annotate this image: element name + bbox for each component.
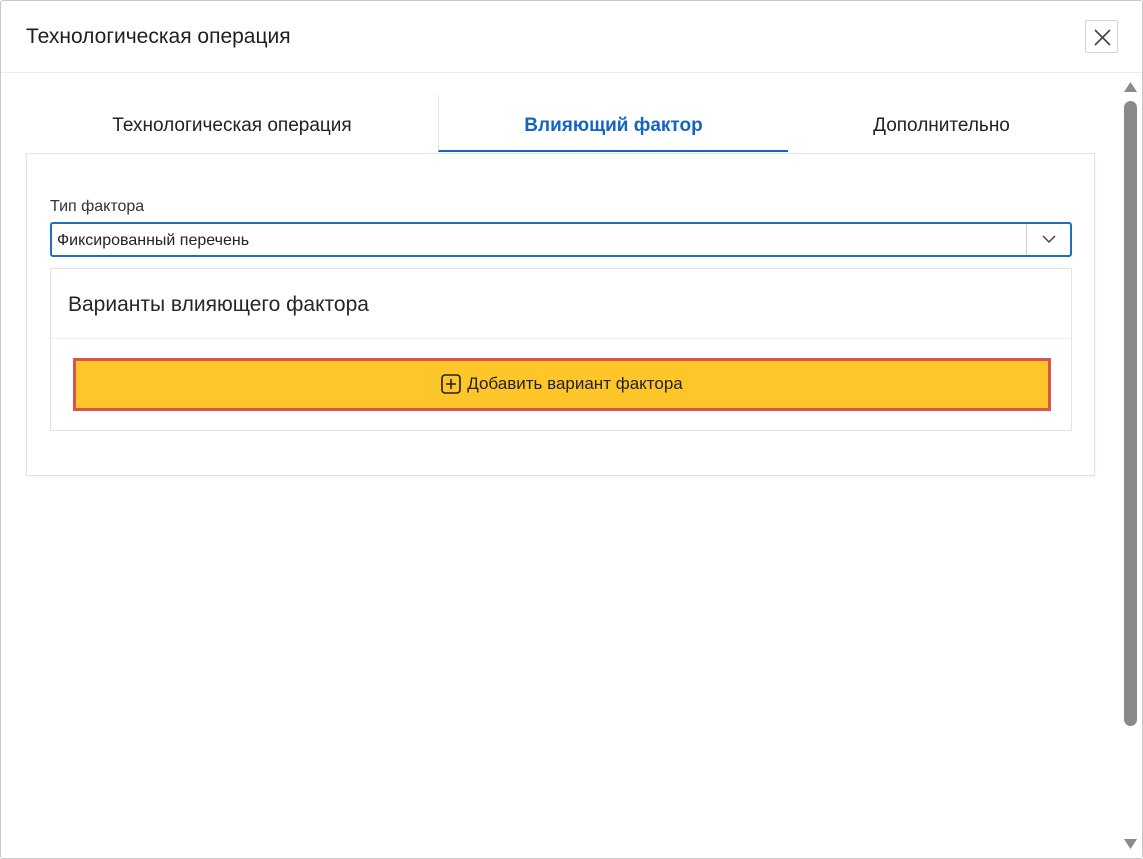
- chevron-down-icon: [1042, 235, 1056, 244]
- factor-type-value: Фиксированный перечень: [57, 232, 250, 249]
- add-factor-variant-button-content: [76, 361, 1048, 408]
- scroll-up-arrow-icon[interactable]: [1123, 81, 1138, 93]
- close-button[interactable]: [1085, 20, 1118, 53]
- close-icon: [1094, 29, 1111, 46]
- vertical-scrollbar[interactable]: [1119, 73, 1142, 858]
- add-factor-variant-button[interactable]: [73, 358, 1051, 411]
- factor-variants-title: Варианты влияющего фактора: [68, 293, 369, 316]
- dialog-content: [1, 73, 1119, 858]
- dialog-title: Технологическая операция: [26, 25, 291, 48]
- tab-bar: [26, 95, 1095, 153]
- tab-influencing-factor[interactable]: Влияющий фактор: [438, 95, 788, 152]
- factor-type-label: Тип фактора: [50, 198, 145, 215]
- tab-additional[interactable]: Дополнительно: [873, 115, 1010, 136]
- factor-type-select[interactable]: [50, 222, 1072, 257]
- tab-panel-influencing-factor: [26, 153, 1095, 476]
- factor-variants-header: [51, 269, 1071, 339]
- factor-variants-card: [50, 268, 1072, 431]
- factor-type-dropdown-button[interactable]: [1026, 224, 1070, 255]
- scroll-thumb[interactable]: [1124, 101, 1137, 726]
- add-factor-variant-label: Добавить вариант фактора: [467, 374, 683, 393]
- dialog-header: [1, 1, 1142, 73]
- plus-square-icon: [441, 374, 461, 394]
- scroll-down-arrow-icon[interactable]: [1123, 838, 1138, 850]
- tab-technological-operation[interactable]: Технологическая операция: [112, 115, 352, 136]
